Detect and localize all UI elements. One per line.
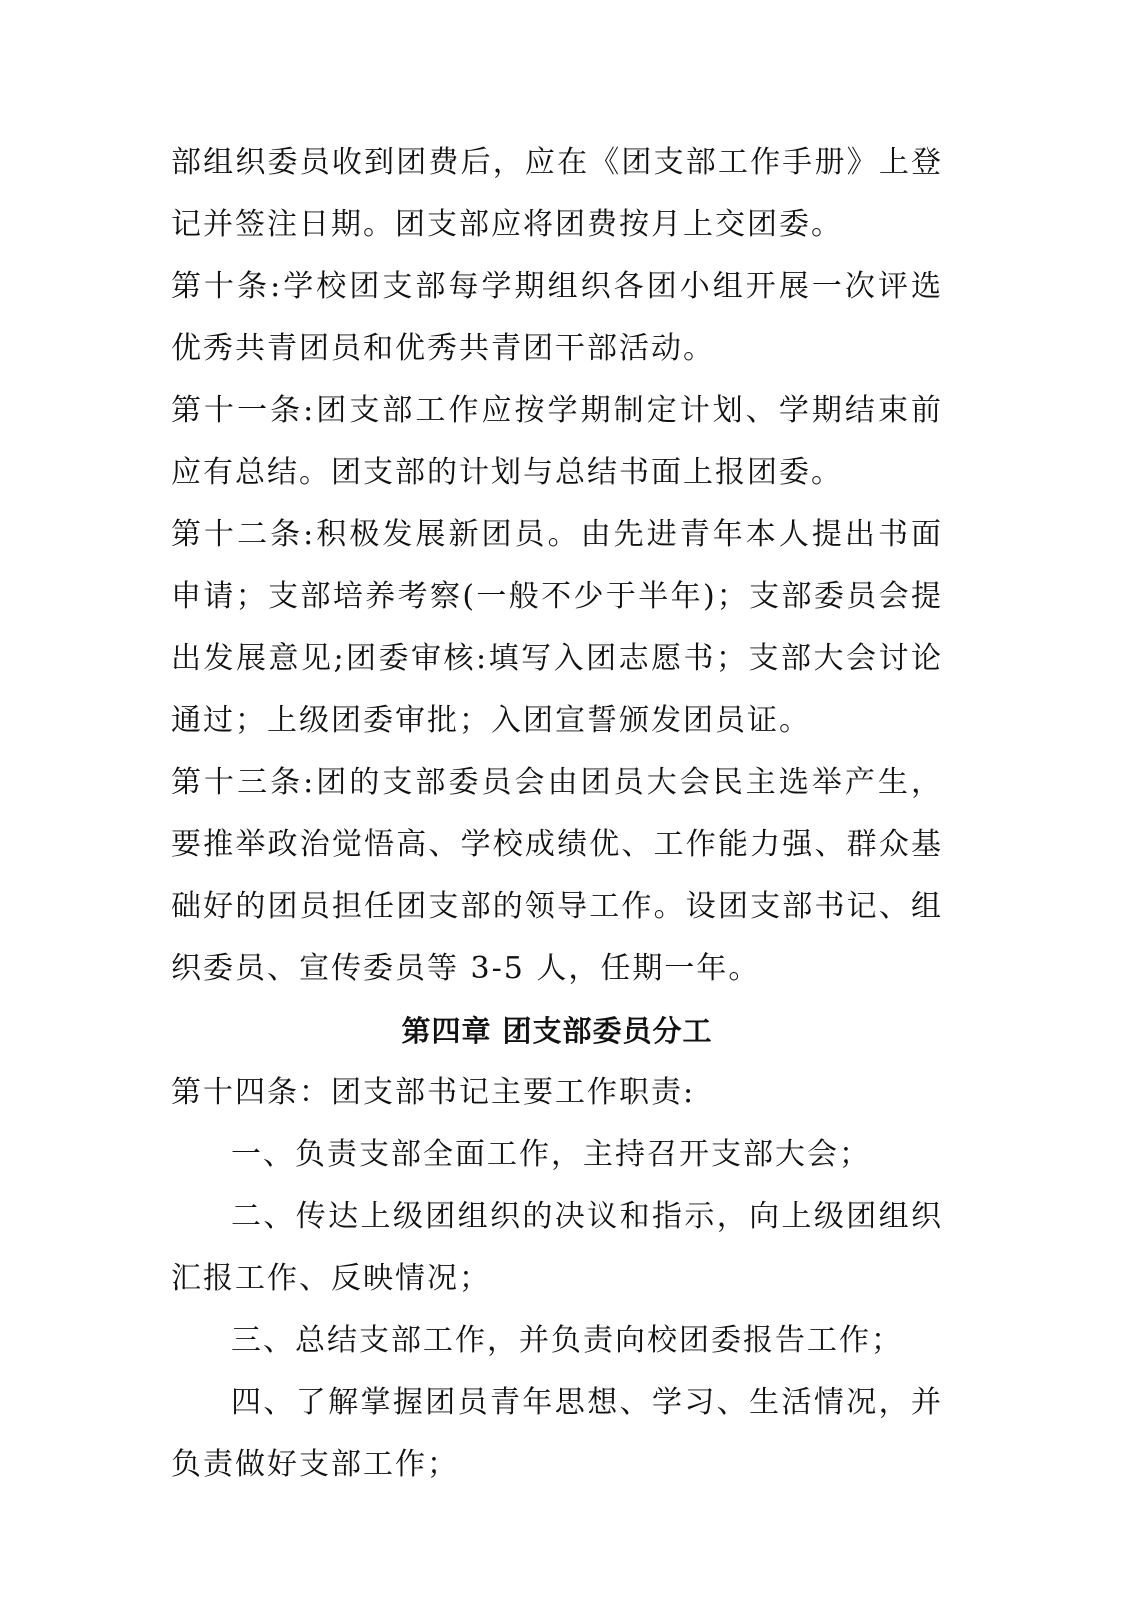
article-11: 第十一条:团支部工作应按学期制定计划、学期结束前应有总结。团支部的计划与总结书面上报团委。 (171, 393, 943, 490)
article-10: 第十条:学校团支部每学期组织各团小组开展一次评选优秀共青团员和优秀共青团干部活动。 (171, 269, 943, 366)
document-body (171, 132, 943, 1496)
duty-item-3: 三、总结支部工作，并负责向校团委报告工作； (231, 1323, 903, 1358)
article-12: 第十二条:积极发展新团员。由先进青年本人提出书面申请；支部培养考察(一般不少于半年)；支部委员会提出发展意见;团委审核:填写入团志愿书；支部大会讨论通过；上级团委审批；入团宣誓颁发团员证。 (171, 517, 943, 738)
article-14-title: 第十四条：团支部书记主要工作职责: (171, 1075, 696, 1110)
duty-item-1: 一、负责支部全面工作，主持召开支部大会； (231, 1137, 871, 1172)
paragraph-continuation: 部组织委员收到团费后，应在《团支部工作手册》上登记并签注日期。团支部应将团费按月上交团委。 (171, 145, 943, 242)
article-13: 第十三条:团的支部委员会由团员大会民主选举产生，要推举政治觉悟高、学校成绩优、工作能力强、群众基础好的团员担任团支部的领导工作。设团支部书记、组织委员、宣传委员等 3-5 人，任期一年。 (171, 765, 943, 986)
duty-item-2: 二、传达上级团组织的决议和指示，向上级团组织汇报工作、反映情况； (171, 1199, 943, 1296)
duty-item-4: 四、了解掌握团员青年思想、学习、生活情况，并负责做好支部工作； (171, 1385, 943, 1482)
chapter-heading: 第四章 团支部委员分工 (401, 1014, 713, 1048)
